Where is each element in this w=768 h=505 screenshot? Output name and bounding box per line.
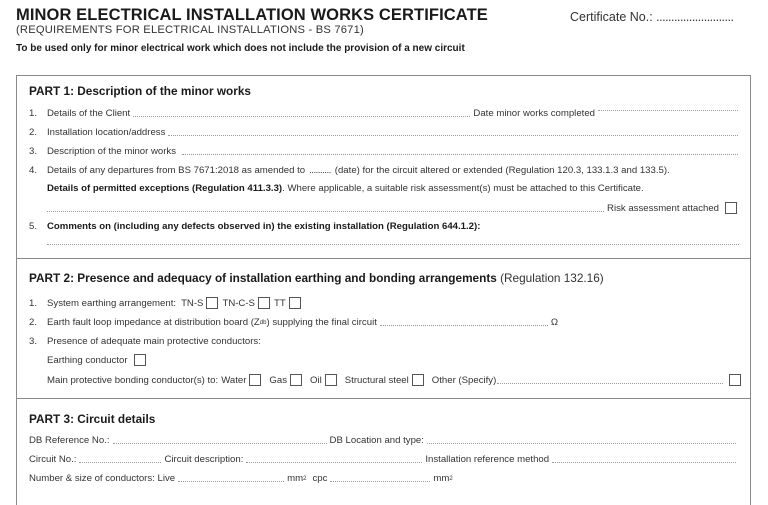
bonding-water-label: Water (221, 374, 247, 386)
permitted-exceptions-line (47, 183, 644, 194)
part1-item-description (29, 146, 741, 157)
item-number: 5. (29, 221, 38, 232)
cpc-unit: mm (433, 473, 450, 484)
part2-item-loop-impedance (29, 317, 558, 328)
cpc-unit-superscript: 2 (449, 475, 453, 482)
bonding-label: Main protective bonding conductor(s) to: (47, 374, 219, 386)
live-unit-superscript: 2 (303, 475, 307, 482)
departures-after-text: (date) for the circuit altered or extended (Regulation 120.3, 133.1.3 and 133.5). (334, 165, 670, 176)
conductors-live-field[interactable] (178, 481, 284, 482)
bonding-gas-label: Gas (269, 374, 288, 386)
location-label: Installation location/address (47, 127, 166, 138)
loop-impedance-subscript: db (259, 319, 267, 326)
exceptions-field[interactable] (47, 211, 604, 212)
earthing-conductor-checkbox[interactable] (134, 354, 146, 366)
cpc-field[interactable] (330, 481, 430, 482)
part2-heading (29, 271, 604, 285)
client-label: Details of the Client (47, 108, 131, 119)
tn-s-checkbox[interactable] (206, 297, 218, 309)
permitted-exceptions-text: . Where applicable, a suitable risk assessment(s) must be attached to this Certificate. (282, 183, 644, 194)
part3-heading: PART 3: Circuit details (29, 412, 156, 426)
ohm-unit: Ω (550, 317, 559, 328)
part-divider-1 (16, 258, 751, 259)
description-label: Description of the minor works (47, 146, 177, 157)
part2-item-earthing-arrangement (29, 297, 305, 309)
certificate-number-label: Certificate No.: (570, 10, 653, 24)
tt-checkbox[interactable] (289, 297, 301, 309)
bonding-oil-checkbox[interactable] (325, 374, 337, 386)
db-reference-line (29, 435, 739, 446)
earthing-conductor-line (47, 354, 150, 366)
part1-item-client (29, 108, 741, 119)
item-number: 2. (29, 127, 38, 138)
circuit-description-label: Circuit description: (164, 454, 244, 465)
loop-impedance-label-b: ) supplying the final circuit (266, 317, 377, 328)
circuit-description-field[interactable] (246, 462, 422, 463)
item-number: 1. (29, 297, 38, 309)
date-completed-field[interactable] (598, 110, 738, 111)
description-field[interactable] (182, 154, 738, 155)
tn-c-s-checkbox[interactable] (258, 297, 270, 309)
bonding-conductors-line (47, 374, 741, 386)
amended-date-field[interactable]: .......... (309, 165, 331, 176)
bonding-oil-label: Oil (310, 374, 322, 386)
bonding-other-checkbox[interactable] (729, 374, 741, 386)
certificate-title: MINOR ELECTRICAL INSTALLATION WORKS CERTIFICATE (16, 6, 488, 24)
bonding-other-label: Other (Specify) (431, 374, 497, 386)
certificate-number-field[interactable] (570, 10, 733, 24)
bonding-gas-checkbox[interactable] (290, 374, 302, 386)
risk-assessment-label: Risk assessment attached (607, 202, 719, 214)
install-ref-method-field[interactable] (552, 462, 736, 463)
certificate-subtitle: (REQUIREMENTS FOR ELECTRICAL INSTALLATIONS - BS 7671) (16, 24, 364, 36)
part1-item-departures (29, 165, 670, 176)
circuit-no-field[interactable] (79, 462, 161, 463)
part1-heading: PART 1: Description of the minor works (29, 84, 251, 98)
conductors-line (29, 473, 453, 484)
part2-heading-text: PART 2: Presence and adequacy of installation earthing and bonding arrangements (29, 271, 497, 285)
item-number: 2. (29, 317, 38, 328)
circuit-line (29, 454, 739, 465)
db-reference-label: DB Reference No.: (29, 435, 110, 446)
protective-conductors-label: Presence of adequate main protective conductors: (47, 336, 261, 347)
permitted-exceptions-title: Details of permitted exceptions (Regulation 411.3.3) (47, 183, 283, 194)
live-unit: mm (287, 473, 304, 484)
comments-field[interactable] (47, 244, 739, 245)
client-field[interactable] (133, 116, 470, 117)
risk-assessment-line (47, 202, 741, 214)
certificate-number-value: .......................... (656, 10, 734, 24)
item-number: 1. (29, 108, 38, 119)
date-completed-label: Date minor works completed (473, 108, 595, 119)
part1-item-comments (29, 221, 480, 232)
conductors-live-label: Number & size of conductors: Live (29, 473, 176, 484)
bonding-water-checkbox[interactable] (249, 374, 261, 386)
option-tn-c-s-label: TN-C-S (222, 297, 255, 309)
install-ref-method-label: Installation reference method (425, 454, 550, 465)
db-location-field[interactable] (427, 443, 736, 444)
usage-note: To be used only for minor electrical work which does not include the provision of a new circuit (16, 43, 465, 54)
item-number: 3. (29, 336, 38, 347)
item-number: 3. (29, 146, 38, 157)
risk-assessment-checkbox[interactable] (725, 202, 737, 214)
bonding-steel-label: Structural steel (344, 374, 409, 386)
db-reference-field[interactable] (113, 443, 327, 444)
part2-heading-regulation: (Regulation 132.16) (500, 271, 604, 285)
departures-label: Details of any departures from BS 7671:2018 as amended to (47, 165, 306, 176)
circuit-no-label: Circuit No.: (29, 454, 77, 465)
cpc-label: cpc (312, 473, 328, 484)
part-divider-2 (16, 398, 751, 399)
part2-item-protective-conductors (29, 336, 261, 347)
bonding-steel-checkbox[interactable] (412, 374, 424, 386)
location-field[interactable] (168, 135, 738, 136)
db-location-label: DB Location and type: (329, 435, 424, 446)
item-number: 4. (29, 165, 38, 176)
part1-item-location (29, 127, 741, 138)
earthing-conductor-label: Earthing conductor (47, 354, 128, 366)
comments-label: Comments on (including any defects observed in) the existing installation (Regulation 644.1.2): (47, 221, 481, 232)
bonding-other-field[interactable] (497, 383, 723, 384)
loop-impedance-field[interactable] (380, 325, 548, 326)
earthing-arrangement-label: System earthing arrangement: (47, 297, 177, 309)
loop-impedance-label-a: Earth fault loop impedance at distribution board (Z (47, 317, 260, 328)
option-tn-s-label: TN-S (181, 297, 204, 309)
option-tt-label: TT (273, 297, 286, 309)
